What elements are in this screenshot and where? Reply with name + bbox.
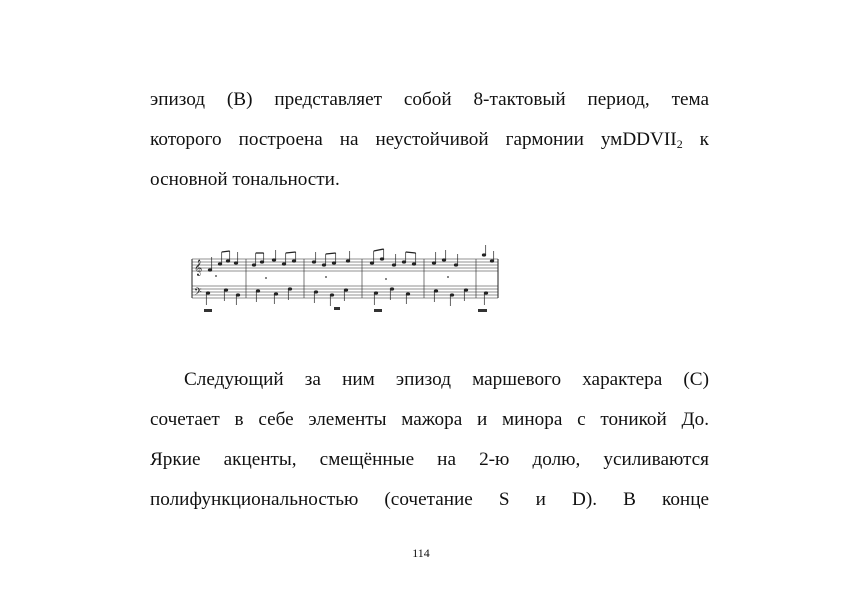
text-line: основной тональности. [150, 169, 340, 190]
text-line: полифункциональностью (сочетание S и D). В конце [150, 489, 709, 510]
text-fragment: которого построена на неустойчивой гармонии умDDVII [150, 129, 677, 150]
page-number: 114 [412, 546, 430, 560]
text-line: сочетает в себе элементы мажора и минора с тоникой До. [150, 409, 709, 430]
text-line [150, 120, 709, 160]
subscript: 2 [676, 137, 683, 151]
music-score-excerpt [186, 243, 501, 317]
text-line: эпизод (В) представляет собой 8-тактовый период, тема [150, 89, 709, 110]
svg-text:𝄢: 𝄢 [194, 286, 202, 300]
svg-text:𝄞: 𝄞 [194, 260, 203, 276]
text-line: Следующий за ним эпизод маршевого характера (С) [184, 369, 709, 390]
text-line: Яркие акценты, смещённые на 2-ю долю, усиливаются [150, 449, 709, 470]
paragraph-episode-c [150, 360, 709, 520]
text-fragment: к [682, 129, 709, 150]
paragraph-episode-b [150, 80, 709, 200]
